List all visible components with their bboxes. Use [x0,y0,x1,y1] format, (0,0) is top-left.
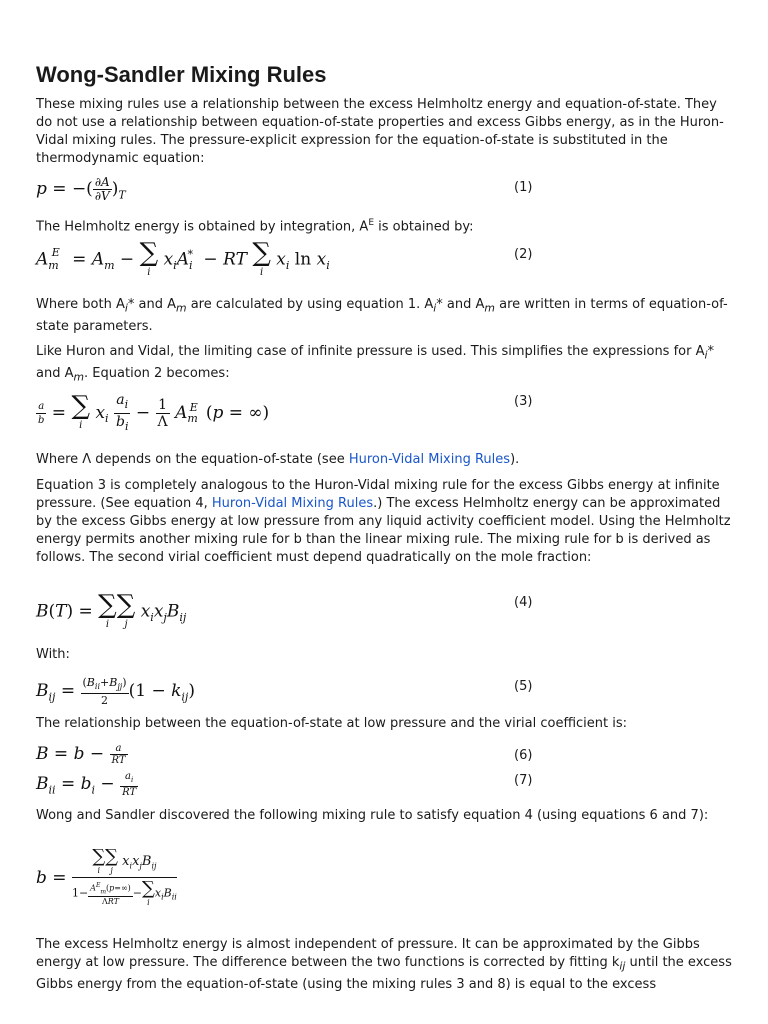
equation-8: b = ∑ i ∑ j $x_ix_jB_{ij}$ 1− $\frac{A^E_m(p=\infty)}{\text{ΛRT}}$ − ∑ i $x_iB_{ii}$ [36,846,177,907]
lambda-paragraph: Where Λ depends on the equation-of-state (see Huron-Vidal Mixing Rules). [36,452,520,467]
like-huron-paragraph: Like Huron and Vidal, the limiting case of infinite pressure is used. This simplifies the expressions for $A_i*$ and $A_m$. Equation 2 becomes: [36,344,714,384]
with-label: With: [36,647,70,662]
huron-vidal-link-2[interactable]: Huron-Vidal Mixing Rules [211,496,374,511]
equation-2-number: (2) [514,247,533,262]
equation-3-number: (3) [514,394,533,409]
helmholtz-paragraph: The Helmholtz energy is obtained by integration, $A^E$ is obtained by: [36,218,474,235]
equation-3-paragraph: Equation 3 is completely analogous to the Huron-Vidal mixing rule for the excess Gibbs energy at infinite pressure. (See equation 4, Huron-Vidal Mixing Rules.) The excess Helmholtz energy can be approximated by the excess Gibbs energy at low pressure from any liquid activity coefficient model. Using the Helmholtz energy permits another mixing rule for b than the linear mixing rule. The mixing rule for b is derived as follows. The second virial coefficient must depend quadratically on the mole fraction: [36,478,731,565]
equation-1-number: (1) [514,180,533,195]
where-both-paragraph: Where both $A_i*$ and $A_m$ are calculated by using equation 1. $A_i*$ and $A_m$ are written in terms of equation-of-state parameters. [36,297,728,334]
equation-1: p = −( $\frac{\partial A}{\partial V}$ )$_T$ [36,175,126,203]
huron-vidal-link-1[interactable]: Huron-Vidal Mixing Rules [348,452,511,467]
excess-helmholtz-paragraph: The excess Helmholtz energy is almost independent of pressure. It can be approximated by the Gibbs energy at low pressure. The difference between the two functions is corrected by fitting $k_{ij}$ until the excess Gibbs energy from the equation-of-state (using the mixing rules 3 and 8) is equal to the excess [36,937,732,992]
equation-4-number: (4) [514,595,533,610]
equation-6-number: (6) [514,748,533,763]
equation-7-number: (7) [514,773,533,788]
equation-3: $\frac{a}{b}$ = ∑ i $x_i$ $\frac{a_i}{b_i}$ − $\frac{1}{\Lambda}$ $A_m^E$ (p = ∞) [38,391,270,433]
relationship-paragraph: The relationship between the equation-of-state at low pressure and the virial coefficient is: [36,716,628,731]
equation-5-number: (5) [514,679,533,694]
equation-5: $B_{ij}$ = $\frac{(B_{ii}+B_{jj})}{2}$ $(1 - k_{ij})$ [36,676,195,708]
page-title: Wong-Sandler Mixing Rules [36,62,327,87]
equation-7: $B_{ii} = b_i$ − $\frac{a_i}{RT}$ [36,771,137,798]
wong-sandler-paragraph: Wong and Sandler discovered the following mixing rule to satisfy equation 4 (using equations 6 and 7): [36,808,709,823]
equation-4: B(T) = ∑ i ∑ j $x_ix_jB_{ij}$ [36,590,187,630]
equation-2: $A_m^E = A_m$ − ∑ i $x_iA_i^*$ − RT ∑ i $x_i$ $\ln x_i$ [36,238,330,278]
intro-paragraph: These mixing rules use a relationship between the excess Helmholtz energy and equation-of-state. They do not use a relationship between equation-of-state properties and excess Gibbs energy, as in the Huron-Vidal mixing rules. The pressure-explicit expression for the equation-of-state is substituted in the thermodynamic equation: [36,97,724,166]
equation-6: B = b − $\frac{a}{RT}$ [36,743,126,766]
